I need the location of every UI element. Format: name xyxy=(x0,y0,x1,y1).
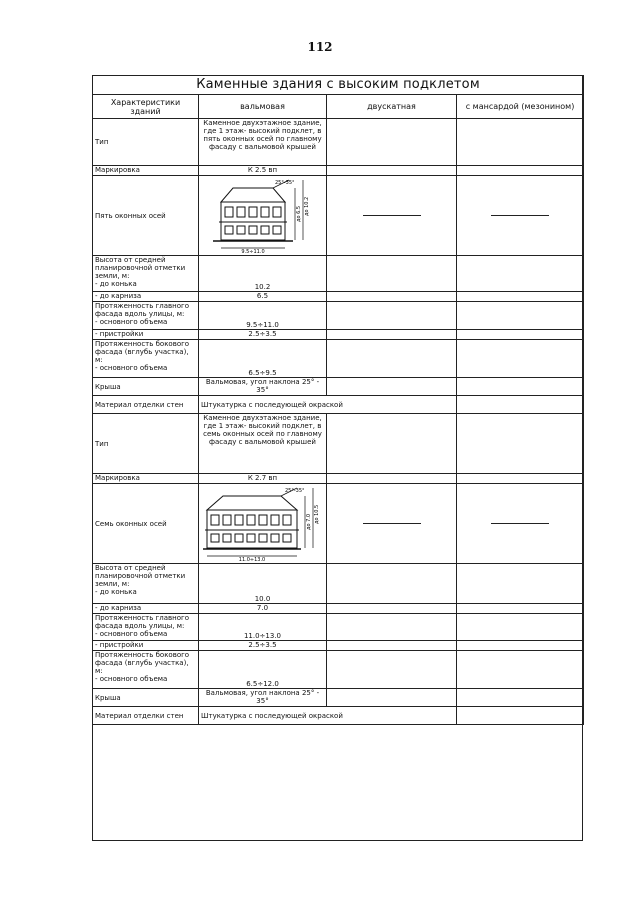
marking-value-2: К 2.7 вп xyxy=(199,474,327,484)
marking-label: Маркировка xyxy=(93,166,199,176)
drawing-width: 9.5÷11.0 xyxy=(240,248,265,254)
annex-label-2: - пристройки xyxy=(93,641,199,651)
building-elevation-image xyxy=(203,178,323,254)
side-main-label: - основного объема xyxy=(95,364,168,372)
ridge-label-2: - до конька xyxy=(95,588,137,596)
drawing-eaves-height: до 6.5 xyxy=(295,205,302,222)
roof-label: Крыша xyxy=(93,378,199,396)
drawing-roof-angle: 25°-35° xyxy=(274,179,295,186)
ridge-value-2: 10.0 xyxy=(199,564,327,604)
type-label-2: Тип xyxy=(93,414,199,474)
page-number: 112 xyxy=(307,40,333,54)
main-volume-label: - основного объема xyxy=(95,318,168,326)
roof-value-2: Вальмовая, угол наклона 25° - 35° xyxy=(199,689,327,707)
marking-label-2: Маркировка xyxy=(93,474,199,484)
header-hip: вальмовая xyxy=(199,95,327,119)
side-main-value: 6.5÷9.5 xyxy=(199,340,327,378)
side-main-label-2: - основного объема xyxy=(95,675,168,683)
eaves-label: - до карниза xyxy=(93,292,199,302)
facade-length-label: Протяженность главного фасада вдоль улицы, м: - основного объема xyxy=(93,302,199,330)
header-mansard: с мансардой (мезонином) xyxy=(457,95,584,119)
type-value: Каменное двухэтажное здание, где 1 этаж- высокий подклет, в пять оконных осей по главному фасаду с вальмовой крышей xyxy=(199,119,327,166)
finish-value: Штукатурка с последующей окраской xyxy=(199,396,457,414)
finish-label-2: Материал отделки стен xyxy=(93,707,199,725)
marking-value: К 2.5 вп xyxy=(199,166,327,176)
annex-value-2: 2.5÷3.5 xyxy=(199,641,327,651)
facade-main-value-2: 11.0÷13.0 xyxy=(199,614,327,641)
axes-label-2: Семь оконных осей xyxy=(93,484,199,564)
header-gable: двускатная xyxy=(327,95,457,119)
building-table xyxy=(92,75,584,725)
eaves-value-2: 7.0 xyxy=(199,604,327,614)
drawing-ridge-height: до 10.2 xyxy=(303,196,310,216)
side-main-value-2: 6.5÷12.0 xyxy=(199,651,327,689)
type-value-2: Каменное двухэтажное здание, где 1 этаж- высокий подклет, в семь оконных осей по главному фасаду с вальмовой крышей xyxy=(199,414,327,474)
ridge-label: - до конька xyxy=(95,280,137,288)
gable-dash-2 xyxy=(327,484,457,564)
height-label: Высота от средней планировочной отметки земли, м: - до конька xyxy=(93,256,199,292)
annex-value: 2.5÷3.5 xyxy=(199,330,327,340)
eaves-value: 6.5 xyxy=(199,292,327,302)
finish-label: Материал отделки стен xyxy=(93,396,199,414)
gable-dash xyxy=(327,176,457,256)
facade-main-value: 9.5÷11.0 xyxy=(199,302,327,330)
type-label: Тип xyxy=(93,119,199,166)
table-title: Каменные здания с высоким подклетом xyxy=(93,76,584,95)
finish-value-2: Штукатурка с последующей окраской xyxy=(199,707,457,725)
building-elevation-image-2 xyxy=(201,486,325,562)
eaves-label-2: - до карниза xyxy=(93,604,199,614)
mansard-dash-2 xyxy=(457,484,584,564)
roof-label-2: Крыша xyxy=(93,689,199,707)
drawing-roof-angle-2: 25°-35° xyxy=(285,487,305,494)
axes-label: Пять оконных осей xyxy=(93,176,199,256)
mansard-dash xyxy=(457,176,584,256)
roof-value: Вальмовая, угол наклона 25° - 35° xyxy=(199,378,327,396)
ridge-value: 10.2 xyxy=(199,256,327,292)
drawing-ridge-height-2: до 10.5 xyxy=(314,504,320,524)
annex-label: - пристройки xyxy=(93,330,199,340)
facade-drawing-5-axes xyxy=(199,176,327,256)
drawing-eaves-height-2: до 7.0 xyxy=(306,513,312,530)
drawing-width-2: 11.0÷13.0 xyxy=(238,556,266,562)
header-characteristics: Характеристики зданий xyxy=(93,95,199,119)
side-length-label: Протяженность бокового фасада (вглубь участка), м: - основного объема xyxy=(93,340,199,378)
facade-drawing-7-axes xyxy=(199,484,327,564)
main-volume-label-2: - основного объема xyxy=(95,630,168,638)
facade-length-label-2: Протяженность главного фасада вдоль улицы, м: - основного объема xyxy=(93,614,199,641)
height-label-2: Высота от средней планировочной отметки земли, м: - до конька xyxy=(93,564,199,604)
side-length-label-2: Протяженность бокового фасада (вглубь участка), м: - основного объема xyxy=(93,651,199,689)
